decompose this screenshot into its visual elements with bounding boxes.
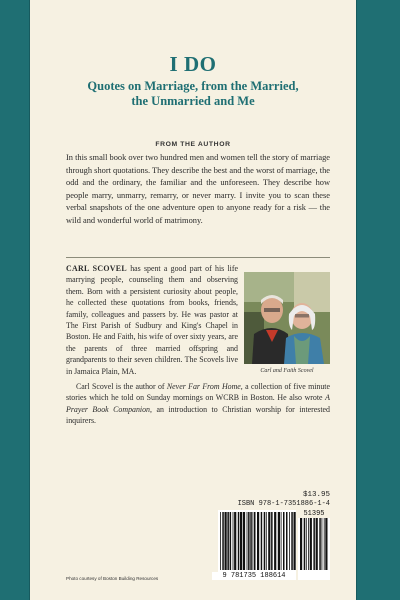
barcode-main-bars	[218, 510, 296, 572]
isbn-label: ISBN 978-1-7351886-1-4	[237, 500, 330, 508]
books-text-b: , a collection of five minute stories which he told on Sunday mornings on WCRB in Boston. He also wrote	[66, 382, 330, 403]
subtitle-line-2: the Unmarried and Me	[131, 94, 255, 108]
author-intro-paragraph: In this small book over two hundred men and women tell the story of marriage through short quotations. They describe the best and the worst of marriage, the odd and the ordinary, the familiar and the unforeseen. They describe how people marry, unmarry, remarry, or never marry. I invite you to scan these verbal snapshots of the one adventure open to anyone ready for a risk — the wild and wonderful world of matrimony.	[66, 153, 330, 225]
barcode-main	[218, 510, 296, 580]
author-name: CARL SCOVEL	[66, 264, 127, 273]
books-text-c: , an introduction to Christian worship for interested inquirers.	[66, 404, 330, 426]
section-label: FROM THE AUTHOR	[155, 141, 231, 148]
books-text-a: Carl Scovel is the author of	[76, 382, 167, 391]
barcode-number: 9 781735 188614	[212, 572, 296, 580]
price-label: $13.95	[302, 491, 330, 499]
book-title-never-far-from-home: Never Far From Home	[166, 382, 241, 391]
book-subtitle	[30, 79, 356, 109]
subtitle-line-1: Quotes on Marriage, from the Married,	[87, 79, 299, 93]
barcode	[212, 510, 330, 580]
barcode-supplement-number: 51395	[303, 510, 325, 518]
section-divider	[66, 257, 330, 258]
barcode-supplement	[298, 518, 330, 580]
author-bio-text: has spent a good part of his life marrying people, counseling them and observing them. Born with a persistent curiosity about people, he collected these quotations from books, friends, family, colleagues and passers by. He was pastor at The First Parish of Sudbury and King's Chapel in Boston. He and Faith, his wife of over sixty years, are the parents of three married offspring and grandparents to their seven children. The Scovels live in Jamaica Plain, MA.	[66, 264, 238, 376]
author-photo-illustration	[244, 272, 330, 364]
book-title-prayer-book-companion: A Prayer Book Companion	[66, 393, 330, 414]
photo-credit: Photo courtesy of Boston Building Resources	[66, 576, 159, 581]
author-photo	[244, 272, 330, 364]
book-title: I DO	[169, 52, 217, 76]
author-books-paragraph	[66, 381, 330, 427]
author-bio-paragraph	[66, 263, 238, 377]
barcode-supplement-bars	[298, 518, 330, 572]
photo-caption: Carl and Faith Scovel	[260, 368, 314, 374]
